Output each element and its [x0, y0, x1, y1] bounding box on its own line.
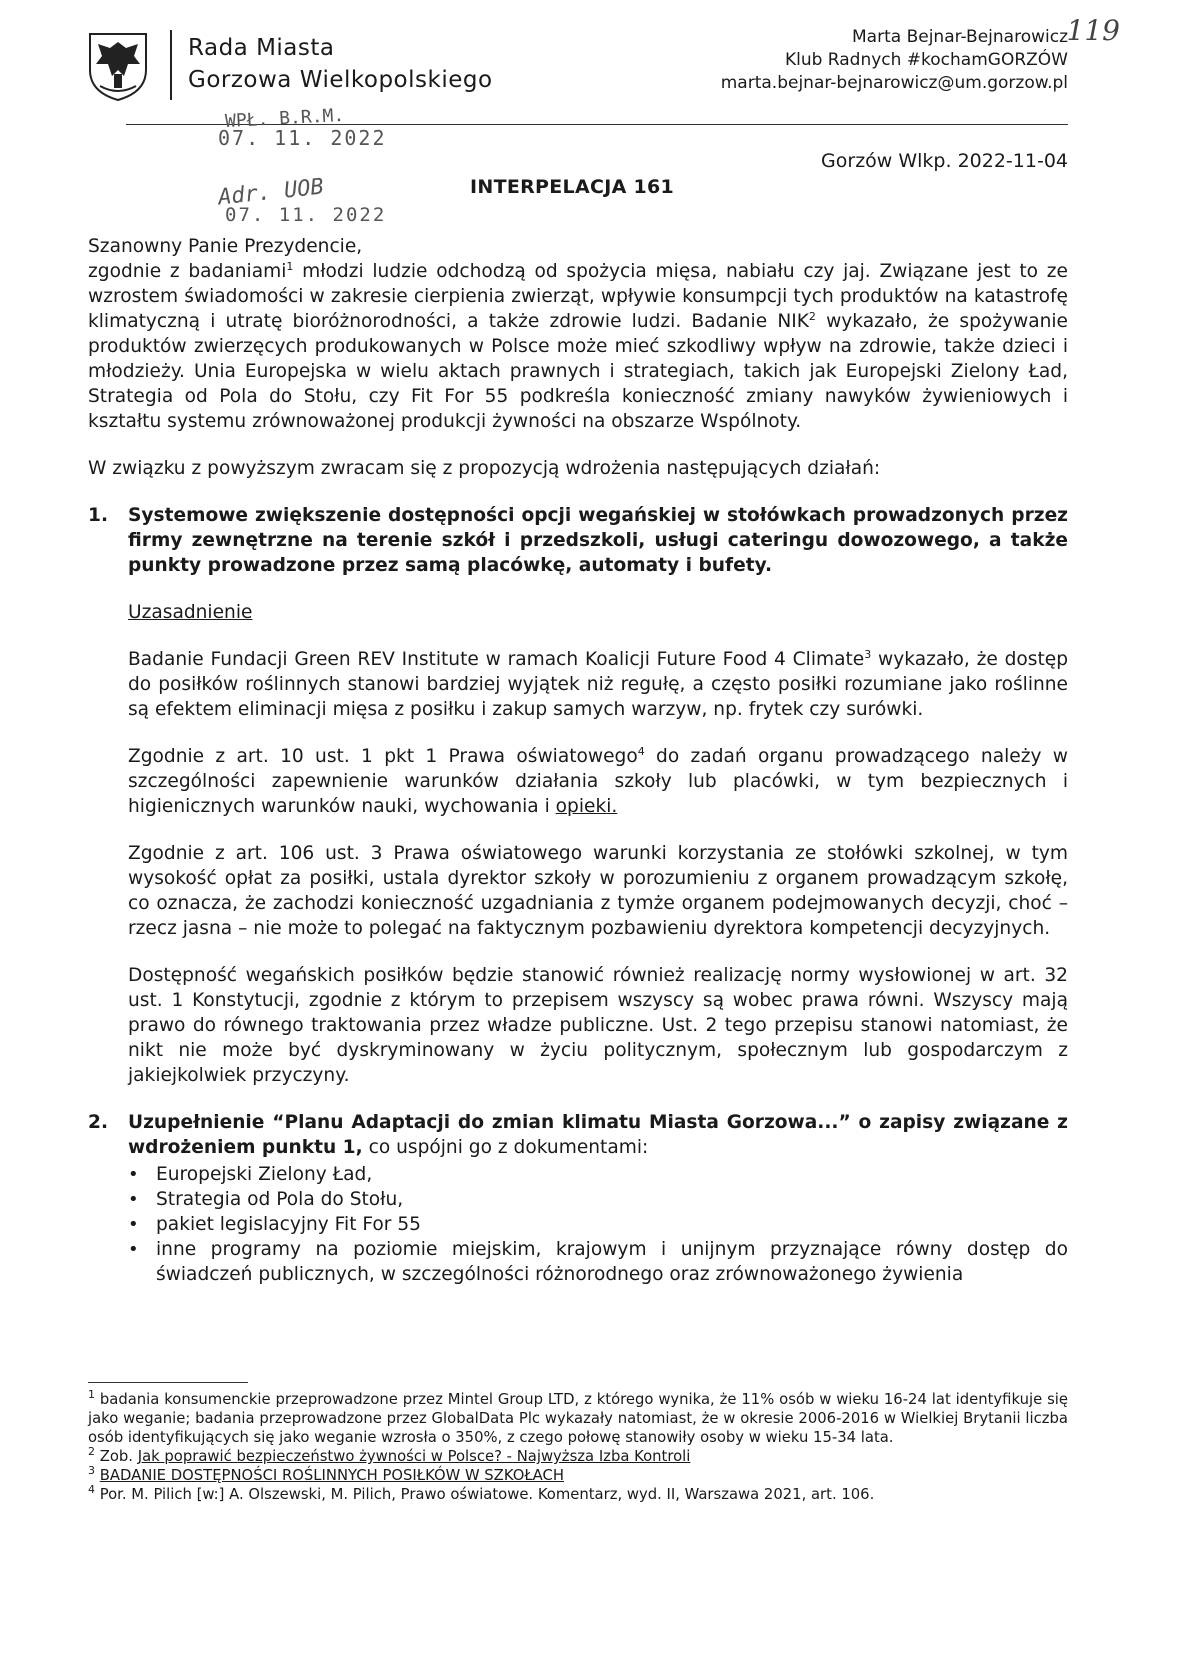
- justification-paragraph-3: Zgodnie z art. 106 ust. 3 Prawa oświatowego warunki korzystania ze stołówki szkolnej, w tym wysokość opłat za posiłki, ustala dyrektor szkoły w porozumieniu z organem prowadzącym szkołę, co oznacza, że zachodzi konieczność uzgadniania z tymże organem podejmowanych decyzji, choć – rzecz jasna – nie może to polegać na faktycznym pozbawieniu dyrektora kompetencji decyzyjnych.: [128, 843, 1068, 939]
- author-club: Klub Radnych #kochamGORZÓW: [784, 50, 1068, 70]
- document-title: INTERPELACJA 161: [470, 176, 675, 198]
- document-date: Gorzów Wlkp. 2022-11-04: [821, 150, 1068, 172]
- received-stamp-label: WPŁ. B.R.M.: [224, 104, 345, 133]
- organization-line-1: Rada Miasta: [188, 35, 335, 61]
- point-1-number: 1.: [88, 505, 109, 526]
- footnote-4-mark: 4: [88, 1483, 95, 1497]
- footnotes: [88, 1390, 1068, 1504]
- justification-2-text-b: do zadań organu prowadzącego należy w szczególności zapewnienie warunków działania szkoły lub placówki, w tym bezpiecznych i higienicznych warunków nauki, wychowania i: [128, 746, 1068, 817]
- footnote-ref-1: 1: [286, 259, 294, 273]
- justification-paragraph-4: Dostępność wegańskich posiłków będzie stanowić również realizację normy wysłowionej w art. 32 ust. 1 Konstytucji, zgodnie z którym to przepisem wszyscy są wobec prawa równi. Wszyscy mają prawo do równego traktowania przez władze publiczne. Ust. 2 tego przepisu stanowi natomiast, że nikt nie może być dyskryminowany w życiu politycznym, społecznym lub gospodarczym z jakiejkolwiek przyczyny.: [128, 965, 1068, 1086]
- footnote-3: [88, 1466, 1068, 1485]
- intro-text-a: zgodnie z badaniami: [88, 261, 287, 282]
- author-email: marta.bejnar-bejnarowicz@um.gorzow.pl: [720, 73, 1068, 93]
- intro-paragraph: [88, 259, 1068, 434]
- footnote-4-text: Por. M. Pilich [w:] A. Olszewski, M. Pilich, Prawo oświatowe. Komentarz, wyd. II, Warszawa 2021, art. 106.: [95, 1486, 875, 1503]
- justification-1-text-b: wykazało, że dostęp do posiłków roślinnych stanowi bardziej wyjątek niż regułę, a często posiłki rozumiane jako roślinne są efektem eliminacji mięsa z posiłku i zakup samych warzyw, np. frytek czy surówki.: [128, 649, 1068, 720]
- footnote-2: [88, 1447, 1068, 1466]
- author-name: Marta Bejnar-Bejnarowicz: [852, 27, 1068, 47]
- point-2-heading-rest: co uspójni go z dokumentami:: [362, 1137, 649, 1158]
- justification-1-text-a: Badanie Fundacji Green REV Institute w ramach Koalicji Future Food 4 Climate: [128, 649, 865, 670]
- header-divider: [170, 30, 172, 100]
- footnote-3-mark: 3: [88, 1464, 95, 1478]
- point-2-number: 2.: [88, 1112, 109, 1133]
- footnote-rule: [88, 1382, 248, 1383]
- list-item: • pakiet legislacyjny Fit For 55: [128, 1212, 1068, 1237]
- organization-name: [188, 32, 493, 96]
- footnote-ref-3: 3: [864, 647, 872, 661]
- intro-text-c: wykazało, że spożywanie produktów zwierzęcych produkowanych w Polsce może mieć szkodliwy wpływ na zdrowie, także dzieci i młodzieży. Unia Europejska w wielu aktach prawnych i strategiach, takich jak Europejski Zielony Ład, Strategia od Pola do Stołu, czy Fit For 55 podkreśla konieczność zmiany nawyków żywieniowych i kształtu systemu zrównoważonej produkcji żywności na obszarze Wspólnoty.: [88, 311, 1068, 432]
- justification-heading: Uzasadnienie: [128, 602, 253, 623]
- list-item: • inne programy na poziomie miejskim, krajowym i unijnym przyznające równy dostęp do świadczeń publicznych, w szczególności różnorodnego oraz zrównoważonego żywienia: [128, 1237, 1068, 1287]
- point-2: [88, 1110, 1068, 1160]
- footnote-2-mark: 2: [88, 1445, 95, 1459]
- handwritten-page-number: 119: [1066, 14, 1120, 47]
- list-item: • Europejski Zielony Ład,: [128, 1162, 1068, 1187]
- gorzow-coat-of-arms-icon: [86, 30, 150, 102]
- justification-paragraph-2: [128, 744, 1068, 819]
- intro-text-b: młodzi ludzie odchodzą od spożycia mięsa, nabiału czy jaj. Związane jest to ze wzrostem świadomości w zakresie cierpienia zwierząt, wpływie konsumpcji tych produktów na katastrofę klimatyczną i utratę bioróżnorodności, a także zdrowie ludzi. Badanie NIK: [88, 261, 1068, 332]
- justification-paragraph-1: [128, 647, 1068, 722]
- list-item: • Strategia od Pola do Stołu,: [128, 1187, 1068, 1212]
- footnote-3-link[interactable]: BADANIE DOSTĘPNOŚCI ROŚLINNYCH POSIŁKÓW W SZKOŁACH: [99, 1467, 564, 1484]
- proposal-intro: W związku z powyższym zwracam się z propozycją wdrożenia następujących działań:: [88, 458, 881, 479]
- point-2-heading-bold: Uzupełnienie “Planu Adaptacji do zmian klimatu Miasta Gorzowa...” o zapisy związane z wdrożeniem punktu 1,: [128, 1112, 1068, 1158]
- footnote-1-text: badania konsumenckie przeprowadzone przez Mintel Group LTD, z którego wynika, że 11% osób w wieku 16-24 lat identyfikuje się jako weganie; badania przeprowadzone przez GlobalData Plc wykazały natomiast, że w okresie 2006-2016 w Wielkiej Brytanii liczba osób identyfikujących się jako weganie wzrosła o 350%, z czego połowę stanowiły osoby w wieku 15-34 lata.: [88, 1391, 1068, 1446]
- document-body: [88, 234, 1068, 1287]
- justification-2-text-a: Zgodnie z art. 10 ust. 1 pkt 1 Prawa oświatowego: [128, 746, 638, 767]
- point-2-bullet-list: [88, 1162, 1068, 1287]
- point-1-heading: Systemowe zwiększenie dostępności opcji wegańskiej w stołówkach prowadzonych przez firmy zewnętrzne na terenie szkół i przedszkoli, usługi cateringu dowozowego, a także punkty prowadzone przez samą placówkę, automaty i bufety.: [128, 505, 1068, 576]
- forwarded-stamp-date: 07. 11. 2022: [225, 204, 387, 226]
- point-1-justification: [128, 600, 1068, 1088]
- forwarded-stamp-label: Adr. UOB: [216, 174, 325, 211]
- footnote-1-mark: 1: [88, 1388, 95, 1402]
- justification-2-text-c: opieki.: [555, 796, 618, 817]
- point-2-heading: [128, 1110, 1068, 1160]
- footnote-2-prefix: Zob.: [95, 1448, 138, 1465]
- footnote-ref-2: 2: [808, 309, 816, 323]
- greeting: Szanowny Panie Prezydencie,: [88, 236, 363, 257]
- footnote-1: [88, 1390, 1068, 1447]
- author-block: [721, 26, 1068, 95]
- footnote-4: [88, 1485, 1068, 1504]
- footnote-ref-4: 4: [637, 744, 645, 758]
- organization-line-2: Gorzowa Wielkopolskiego: [188, 67, 493, 93]
- footnote-2-link[interactable]: Jak poprawić bezpieczeństwo żywności w Polsce? - Najwyższa Izba Kontroli: [137, 1448, 691, 1465]
- point-1: [88, 503, 1068, 578]
- received-stamp-date: 07. 11. 2022: [218, 126, 387, 150]
